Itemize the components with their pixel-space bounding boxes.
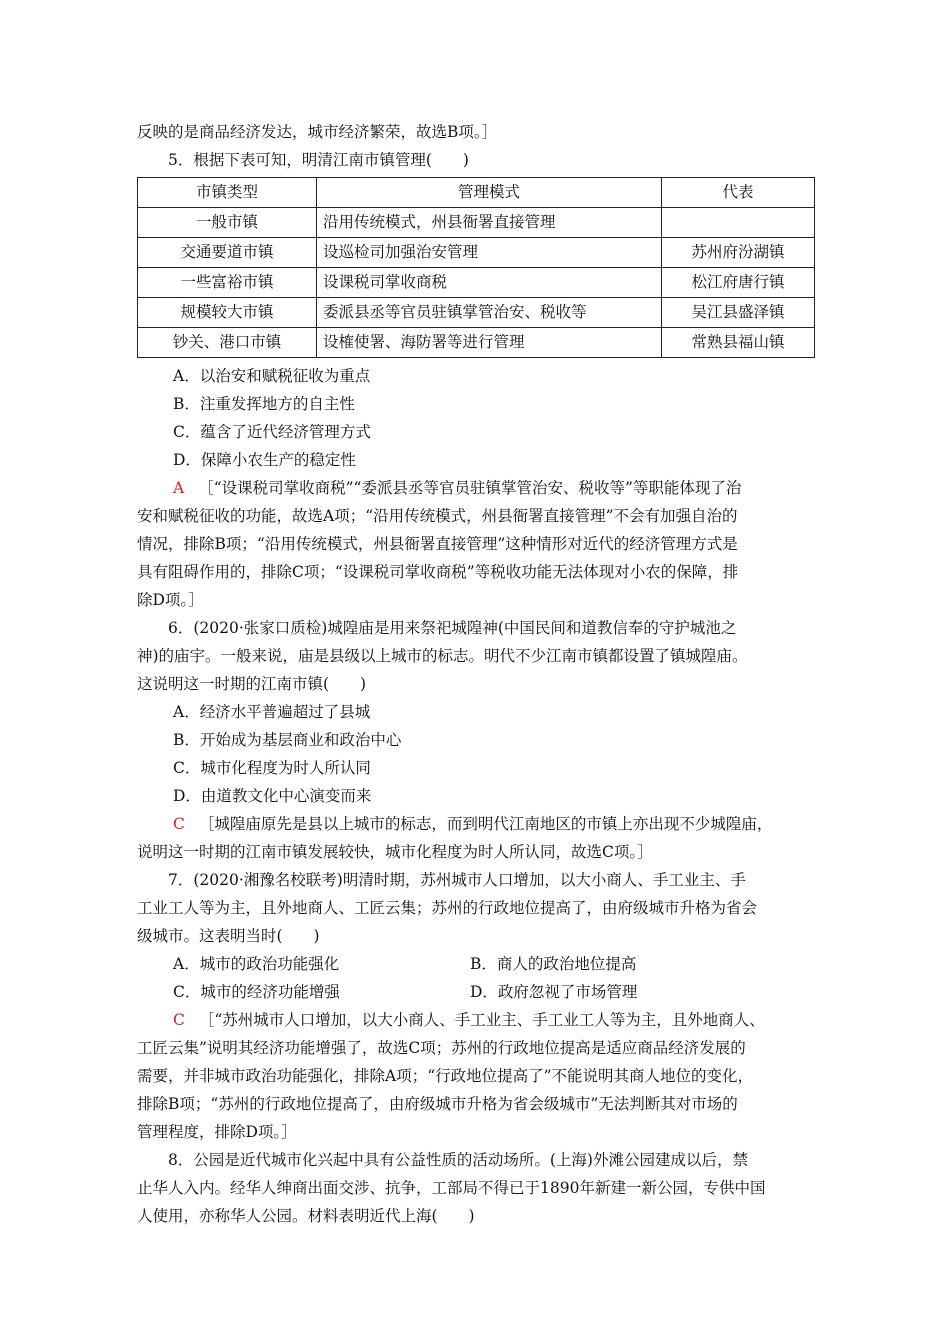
table-cell: 设巡检司加强治安管理 <box>317 238 662 268</box>
table-cell: 吴江县盛泽镇 <box>662 298 815 328</box>
q7-explanation-text: ［“苏州城市人口增加，以大小商人、手工业主、手工业工人等为主，且外地商人、 <box>198 1011 765 1029</box>
q5-explanation-line <box>137 474 817 502</box>
table-cell: 常熟县福山镇 <box>662 328 815 358</box>
q7-stem-line: 级城市。这表明当时( ) <box>137 927 320 945</box>
table-cell: 沿用传统模式，州县衙署直接管理 <box>317 208 662 238</box>
q7-option-a: A．城市的政治功能强化 <box>173 955 340 973</box>
q7-answer: C <box>173 1011 185 1029</box>
q6-option-d: D．由道教文化中心演变而来 <box>173 787 372 805</box>
q7-explanation-line: 需要，并非城市政治功能强化，排除A项；“行政地位提高了”不能说明其商人地位的变化， <box>137 1067 754 1085</box>
q7-explanation-line <box>137 1006 817 1034</box>
table-cell: 设课税司掌收商税 <box>317 268 662 298</box>
table-row <box>138 328 815 358</box>
q6-stem-line: 这说明这一时期的江南市镇( ) <box>137 675 367 693</box>
q6-answer: C <box>173 815 185 833</box>
table-header: 市镇类型 <box>138 178 317 208</box>
q7-option-d: D．政府忽视了市场管理 <box>470 983 638 1001</box>
q6-option-a: A．经济水平普遍超过了县城 <box>173 703 371 721</box>
q5-answer: A <box>173 479 185 497</box>
continued-explanation: 反映的是商品经济发达，城市经济繁荣，故选B项。］ <box>137 123 498 141</box>
q5-explanation-line: 情况，排除B项；“沿用传统模式，州县衙署直接管理”这种情形对近代的经济管理方式是 <box>137 535 738 553</box>
table-cell: 一般市镇 <box>138 208 317 238</box>
q8-stem-line: 止华人入内。经华人绅商出面交涉、抗争，工部局不得已于1890年新建一新公园，专供中国 <box>137 1179 766 1197</box>
q7-explanation-line: 管理程度，排除D项。］ <box>137 1123 297 1141</box>
q5-stem: 5．根据下表可知，明清江南市镇管理( ) <box>168 151 469 169</box>
table-row <box>138 298 815 328</box>
table-header: 管理模式 <box>317 178 662 208</box>
table-cell: 钞关、港口市镇 <box>138 328 317 358</box>
q5-explanation-text: ［“设课税司掌收商税”“委派县丞等官员驻镇掌管治安、税收等”等职能体现了治 <box>198 479 742 497</box>
table-row <box>138 208 815 238</box>
q7-options-row <box>137 950 817 978</box>
q6-option-b: B．开始成为基层商业和政治中心 <box>173 731 402 749</box>
table-cell: 苏州府汾湖镇 <box>662 238 815 268</box>
table-cell: 交通要道市镇 <box>138 238 317 268</box>
q6-explanation-line: 说明这一时期的江南市镇发展较快，城市化程度为时人所认同，故选C项。］ <box>137 843 653 861</box>
table-header-row <box>138 178 815 208</box>
table-cell: 设榷使署、海防署等进行管理 <box>317 328 662 358</box>
q7-option-c: C．城市的经济功能增强 <box>173 983 340 1001</box>
q5-option-b: B．注重发挥地方的自主性 <box>173 395 355 413</box>
document-page <box>137 118 817 1230</box>
q6-option-c: C．城市化程度为时人所认同 <box>173 759 371 777</box>
table-cell: 松江府唐行镇 <box>662 268 815 298</box>
table-cell: 委派县丞等官员驻镇掌管治安、税收等 <box>317 298 662 328</box>
q6-stem-line: 6．(2020·张家口质检)城隍庙是用来祭祀城隍神(中国民间和道教信奉的守护城池之 <box>168 619 737 637</box>
q7-options-row <box>137 978 817 1006</box>
table-row <box>138 268 815 298</box>
q5-option-c: C．蕴含了近代经济管理方式 <box>173 423 371 441</box>
q5-option-a: A．以治安和赋税征收为重点 <box>173 367 371 385</box>
q7-option-b: B．商人的政治地位提高 <box>470 955 637 973</box>
table-header: 代表 <box>662 178 815 208</box>
table-cell: 规模较大市镇 <box>138 298 317 328</box>
table-cell <box>662 208 815 238</box>
q6-explanation-text: ［城隍庙原先是县以上城市的标志，而到明代江南地区的市镇上亦出现不少城隍庙， <box>198 815 773 833</box>
q5-option-d: D．保障小农生产的稳定性 <box>173 451 356 469</box>
q5-explanation-line: 具有阻碍作用的，排除C项；“设课税司掌收商税”等税收功能无法体现对小农的保障，排 <box>137 563 739 581</box>
q8-stem-line: 8．公园是近代城市化兴起中具有公益性质的活动场所。(上海)外滩公园建成以后，禁 <box>168 1151 748 1169</box>
q5-table <box>137 177 815 358</box>
q7-explanation-line: 工匠云集”说明其经济功能增强了，故选C项；苏州的行政地位提高是适应商品经济发展的 <box>137 1039 746 1057</box>
table-cell: 一些富裕市镇 <box>138 268 317 298</box>
table-row <box>138 238 815 268</box>
q8-stem-line: 人使用，亦称华人公园。材料表明近代上海( ) <box>137 1207 475 1225</box>
q7-explanation-line: 排除B项；“苏州的行政地位提高了，由府级城市升格为省会级城市”无法判断其对市场的 <box>137 1095 738 1113</box>
q7-stem-line: 7．(2020·湘豫名校联考)明清时期，苏州城市人口增加，以大小商人、手工业主、手 <box>168 871 746 889</box>
q5-explanation-line: 安和赋税征收的功能，故选A项；“沿用传统模式，州县衙署直接管理”不会有加强自治的 <box>137 507 738 525</box>
q6-stem-line: 神)的庙宇。一般来说，庙是县级以上城市的标志。明代不少江南市镇都设置了镇城隍庙。 <box>137 647 748 665</box>
q7-stem-line: 工业工人等为主，且外地商人、工匠云集；苏州的行政地位提高了，由府级城市升格为省会 <box>137 899 758 917</box>
q6-explanation-line <box>137 810 817 838</box>
q5-explanation-line: 除D项。］ <box>137 591 204 609</box>
